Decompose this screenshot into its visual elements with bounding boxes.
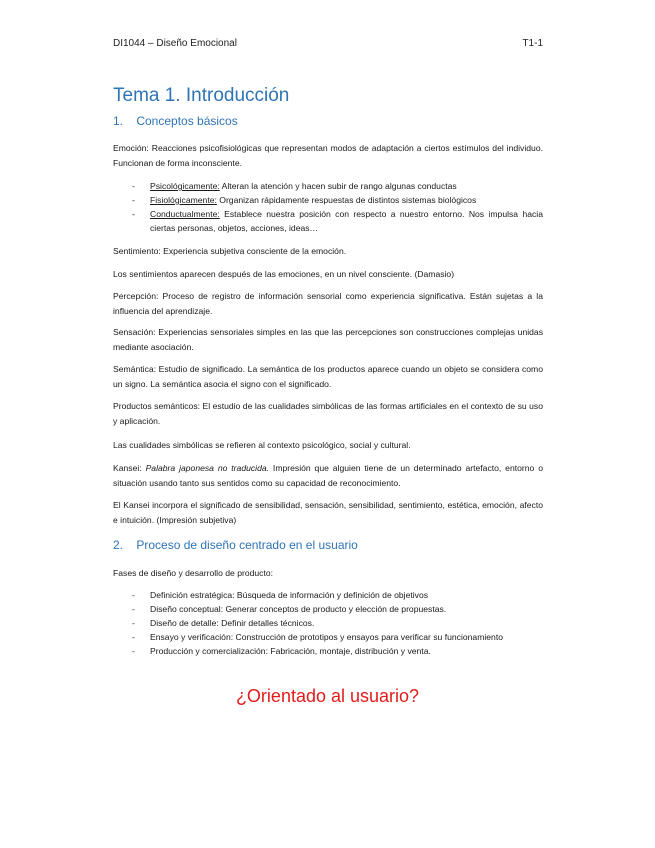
bullet: -	[132, 209, 135, 219]
page-title: Tema 1. Introducción	[113, 85, 290, 106]
section-heading-2	[113, 538, 358, 552]
header-course: DI1044 – Diseño Emocional	[113, 38, 237, 49]
list-text: Ensayo y verificación: Construcción de prototipos y ensayos para verificar su funcionamiento	[150, 632, 503, 642]
bullet: -	[132, 590, 135, 600]
paragraph-fases: Fases de diseño y desarrollo de producto:	[113, 568, 274, 578]
header-page-ref: T1-1	[522, 38, 543, 49]
list-item	[113, 616, 543, 630]
kansei-lead: Kansei:	[113, 463, 146, 473]
bullet: -	[132, 195, 135, 205]
emocion-list	[113, 179, 543, 235]
list-text: Definición estratégica: Búsqueda de información y definición de objetivos	[150, 590, 429, 600]
list-item	[113, 588, 543, 602]
section-number: 2.	[113, 538, 124, 552]
list-text: Diseño de detalle: Definir detalles técnicos.	[150, 618, 315, 628]
list-term: Fisiológicamente:	[150, 195, 217, 205]
list-item	[113, 630, 543, 644]
paragraph-kansei-2: El Kansei incorpora el significado de sensibilidad, sensación, sensibilidad, sentimiento, estética, emoción, afecto e intuición. (Impresión subjetiva)	[113, 500, 543, 525]
list-item	[113, 193, 543, 207]
list-text: Establece nuestra posición con respecto a nuestro entorno. Nos impulsa hacia ciertas personas, objetos, acciones, ideas…	[150, 209, 543, 233]
paragraph-cualidades: Las cualidades simbólicas se refieren al contexto psicológico, social y cultural.	[113, 440, 411, 450]
bullet: -	[132, 632, 135, 642]
page-header	[113, 38, 543, 49]
bullet: -	[132, 181, 135, 191]
list-text: Alteran la atención y hacen subir de rango algunas conductas	[219, 181, 457, 191]
kansei-rest: Impresión que alguien tiene de un determinado artefacto, entorno o situación usando tanto sus sentidos como su capacidad de reconocimiento.	[113, 463, 543, 488]
section-label: Conceptos básicos	[136, 114, 238, 128]
kansei-italic: Palabra japonesa no traducida.	[145, 463, 270, 473]
paragraph-sentimiento: Sentimiento: Experiencia subjetiva consciente de la emoción.	[113, 246, 347, 256]
section-number: 1.	[113, 114, 124, 128]
list-text: Producción y comercialización: Fabricación, montaje, distribución y venta.	[150, 646, 431, 656]
paragraph-semantica: Semántica: Estudio de significado. La semántica de los productos aparece cuando un objeto se considera como un signo. La semántica asocia el signo con el significado.	[113, 364, 543, 389]
bullet: -	[132, 646, 135, 656]
list-item	[113, 207, 543, 235]
section-label: Proceso de diseño centrado en el usuario	[136, 538, 358, 552]
list-term: Conductualmente:	[150, 209, 220, 219]
fases-list	[113, 588, 543, 658]
list-text: Organizan rápidamente respuestas de distintos sistemas biológicos	[216, 195, 477, 205]
bullet: -	[132, 604, 135, 614]
paragraph-sentimientos: Los sentimientos aparecen después de las emociones, en un nivel consciente. (Damasio)	[113, 269, 455, 279]
list-text: Diseño conceptual: Generar conceptos de producto y elección de propuestas.	[150, 604, 447, 614]
paragraph-percepcion: Percepción: Proceso de registro de información sensorial como experiencia significativa. Están sujetas a la influencia del aprendizaje.	[113, 291, 543, 316]
list-item	[113, 644, 543, 658]
list-item	[113, 602, 543, 616]
paragraph-kansei	[113, 461, 543, 491]
paragraph-emocion: Emoción: Reacciones psicofisiológicas que representan modos de adaptación a ciertos estímulos del individuo. Funcionan de forma inconsciente.	[113, 143, 543, 168]
list-item	[113, 179, 543, 193]
list-term: Psicológicamente:	[150, 181, 220, 191]
paragraph-productos-semanticos: Productos semánticos: El estudio de las cualidades simbólicas de las formas artificiales en el contexto de su uso y aplicación.	[113, 401, 543, 426]
section-heading-1	[113, 114, 238, 128]
bullet: -	[132, 618, 135, 628]
paragraph-sensacion: Sensación: Experiencias sensoriales simples en las que las percepciones son construcciones complejas unidas mediante asociación.	[113, 327, 543, 352]
callout-question: ¿Orientado al usuario?	[235, 686, 420, 706]
